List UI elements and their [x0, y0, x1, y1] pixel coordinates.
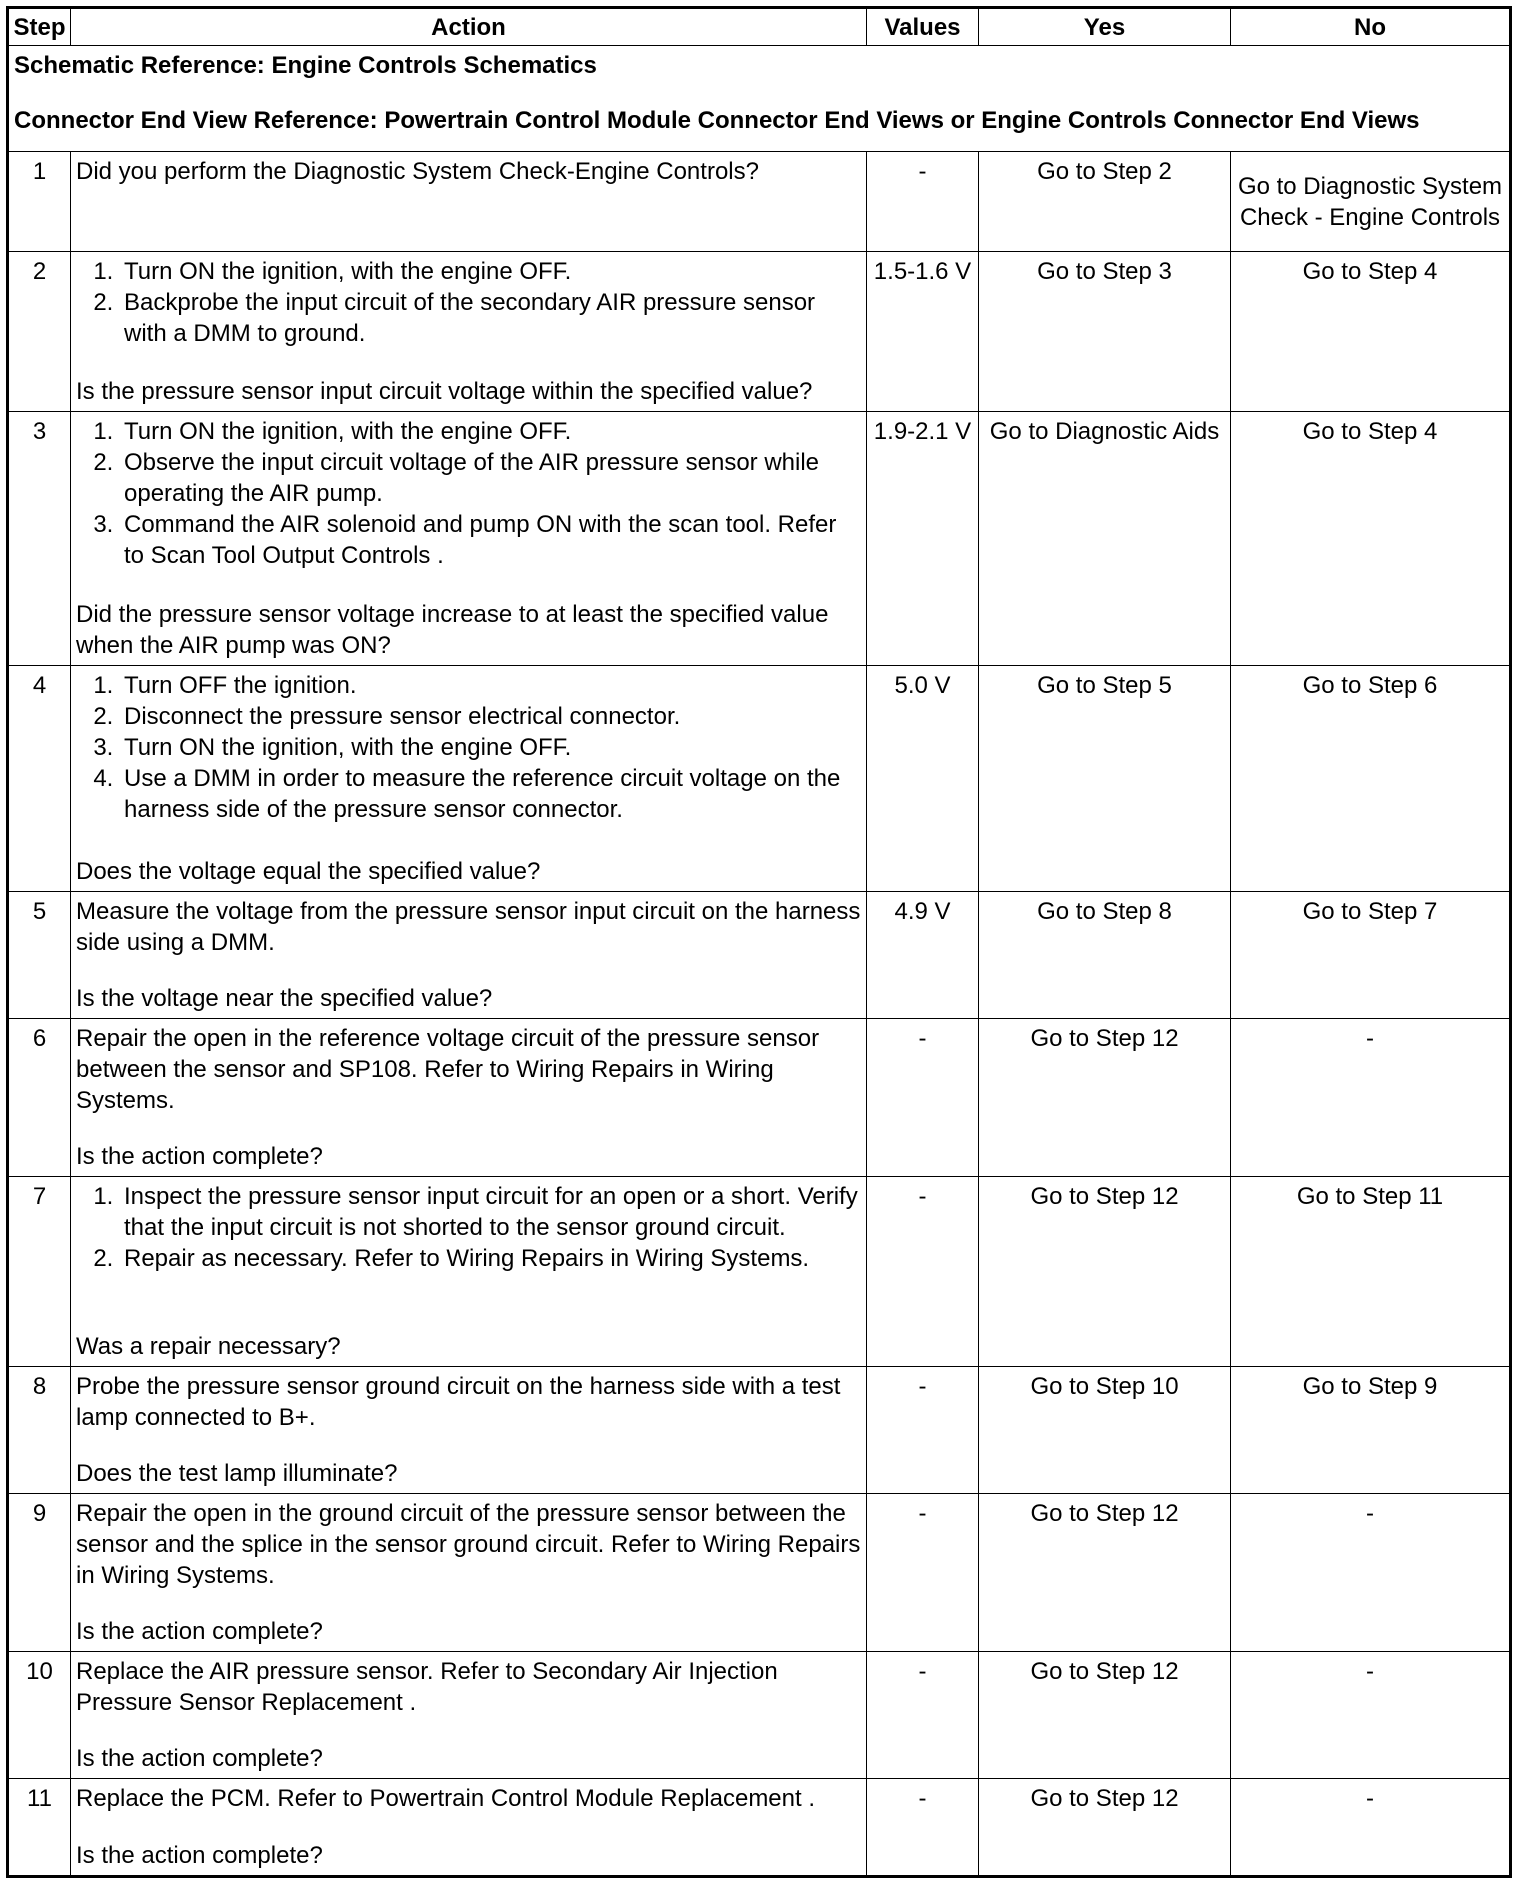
step-number: 5 [8, 892, 71, 1019]
header-values: Values [867, 8, 979, 46]
yes-outcome: Go to Step 12 [979, 1652, 1231, 1779]
yes-outcome: Go to Step 12 [979, 1177, 1231, 1367]
action-question: Does the test lamp illuminate? [76, 1460, 398, 1487]
step-number: 3 [8, 412, 71, 666]
no-outcome: - [1231, 1779, 1511, 1877]
action-steps-list [76, 416, 861, 571]
step-row [8, 152, 1511, 252]
table-header-row [8, 8, 1511, 46]
action-question: Is the action complete? [76, 1842, 323, 1869]
yes-outcome: Go to Diagnostic Aids [979, 412, 1231, 666]
step-row [8, 1652, 1511, 1779]
action-text: Replace the PCM. Refer to Powertrain Control Module Replacement . [76, 1785, 816, 1812]
spec-value: 4.9 V [867, 892, 979, 1019]
action-text: Measure the voltage from the pressure sensor input circuit on the harness side using a DMM. [76, 898, 861, 956]
yes-outcome: Go to Step 12 [979, 1779, 1231, 1877]
connector-reference: Connector End View Reference: Powertrain Control Module Connector End Views or Engine Controls Connector End Views [14, 107, 1420, 134]
action-cell [71, 152, 867, 252]
spec-value: 1.9-2.1 V [867, 412, 979, 666]
action-cell [71, 1494, 867, 1652]
reference-cell [8, 46, 1511, 152]
action-step-item: 3. Command the AIR solenoid and pump ON with the scan tool. Refer to Scan Tool Output Controls . [120, 509, 861, 571]
action-cell [71, 892, 867, 1019]
action-question: Does the voltage equal the specified value? [76, 858, 541, 885]
action-cell [71, 1367, 867, 1494]
step-row [8, 1494, 1511, 1652]
action-step-item: 1. Turn ON the ignition, with the engine OFF. [120, 416, 861, 447]
yes-outcome: Go to Step 5 [979, 666, 1231, 892]
step-number: 2 [8, 252, 71, 412]
spec-value: - [867, 1494, 979, 1652]
action-question: Did you perform the Diagnostic System Check-Engine Controls? [76, 158, 759, 185]
step-row [8, 252, 1511, 412]
step-row [8, 412, 1511, 666]
action-step-item: 1. Turn OFF the ignition. [120, 670, 861, 701]
action-cell [71, 1779, 867, 1877]
action-cell [71, 1652, 867, 1779]
no-outcome: - [1231, 1019, 1511, 1177]
no-outcome: - [1231, 1652, 1511, 1779]
step-number: 9 [8, 1494, 71, 1652]
action-steps-list [76, 1181, 861, 1274]
action-step-item: 4. Use a DMM in order to measure the reference circuit voltage on the harness side of the pressure sensor connector. [120, 763, 861, 825]
action-question: Is the action complete? [76, 1745, 323, 1772]
spec-value: - [867, 1019, 979, 1177]
reference-row [8, 46, 1511, 152]
step-number: 7 [8, 1177, 71, 1367]
step-number: 10 [8, 1652, 71, 1779]
header-action: Action [71, 8, 867, 46]
action-steps-list [76, 256, 861, 349]
action-cell [71, 252, 867, 412]
header-no: No [1231, 8, 1511, 46]
action-step-item: 2. Disconnect the pressure sensor electrical connector. [120, 701, 861, 732]
header-step: Step [8, 8, 71, 46]
yes-outcome: Go to Step 2 [979, 152, 1231, 252]
step-number: 4 [8, 666, 71, 892]
action-cell [71, 1019, 867, 1177]
spec-value: - [867, 1367, 979, 1494]
no-outcome: Go to Diagnostic System Check - Engine Controls [1231, 152, 1511, 252]
action-text: Repair the open in the reference voltage circuit of the pressure sensor between the sensor and SP108. Refer to Wiring Repairs in Wiring Systems. [76, 1025, 820, 1114]
step-row [8, 892, 1511, 1019]
action-question: Is the pressure sensor input circuit voltage within the specified value? [76, 378, 813, 405]
action-question: Was a repair necessary? [76, 1333, 341, 1360]
action-cell [71, 412, 867, 666]
step-row [8, 666, 1511, 892]
step-row [8, 1177, 1511, 1367]
step-number: 6 [8, 1019, 71, 1177]
action-cell [71, 1177, 867, 1367]
action-step-item: 2. Observe the input circuit voltage of the AIR pressure sensor while operating the AIR pump. [120, 447, 861, 509]
action-question: Is the action complete? [76, 1618, 323, 1645]
action-step-item: 2. Backprobe the input circuit of the secondary AIR pressure sensor with a DMM to ground. [120, 287, 861, 349]
action-step-item: 1. Inspect the pressure sensor input circuit for an open or a short. Verify that the input circuit is not shorted to the sensor ground circuit. [120, 1181, 861, 1243]
action-steps-list [76, 670, 861, 825]
action-question: Is the action complete? [76, 1143, 323, 1170]
yes-outcome: Go to Step 8 [979, 892, 1231, 1019]
action-text: Replace the AIR pressure sensor. Refer to Secondary Air Injection Pressure Sensor Replacement . [76, 1658, 778, 1716]
step-number: 1 [8, 152, 71, 252]
no-outcome: Go to Step 11 [1231, 1177, 1511, 1367]
step-row [8, 1367, 1511, 1494]
no-outcome: Go to Step 9 [1231, 1367, 1511, 1494]
no-outcome: - [1231, 1494, 1511, 1652]
action-text: Repair the open in the ground circuit of the pressure sensor between the sensor and the splice in the sensor ground circuit. Refer to Wiring Repairs in Wiring Systems. [76, 1500, 861, 1589]
yes-outcome: Go to Step 3 [979, 252, 1231, 412]
schematic-reference: Schematic Reference: Engine Controls Schematics [14, 52, 597, 79]
spec-value: - [867, 1779, 979, 1877]
no-outcome: Go to Step 6 [1231, 666, 1511, 892]
diagnostic-page [6, 6, 1509, 1872]
yes-outcome: Go to Step 10 [979, 1367, 1231, 1494]
action-question: Is the voltage near the specified value? [76, 985, 493, 1012]
spec-value: - [867, 1652, 979, 1779]
yes-outcome: Go to Step 12 [979, 1019, 1231, 1177]
step-number: 11 [8, 1779, 71, 1877]
yes-outcome: Go to Step 12 [979, 1494, 1231, 1652]
no-outcome: Go to Step 4 [1231, 252, 1511, 412]
action-step-item: 2. Repair as necessary. Refer to Wiring Repairs in Wiring Systems. [120, 1243, 861, 1274]
no-outcome: Go to Step 7 [1231, 892, 1511, 1019]
spec-value: - [867, 1177, 979, 1367]
step-row [8, 1779, 1511, 1877]
action-cell [71, 666, 867, 892]
step-number: 8 [8, 1367, 71, 1494]
action-step-item: 1. Turn ON the ignition, with the engine OFF. [120, 256, 861, 287]
action-question: Did the pressure sensor voltage increase to at least the specified value when the AIR pump was ON? [76, 601, 829, 659]
spec-value: 5.0 V [867, 666, 979, 892]
action-text: Probe the pressure sensor ground circuit on the harness side with a test lamp connected to B+. [76, 1373, 841, 1431]
spec-value: 1.5-1.6 V [867, 252, 979, 412]
no-outcome: Go to Step 4 [1231, 412, 1511, 666]
header-yes: Yes [979, 8, 1231, 46]
spec-value: - [867, 152, 979, 252]
action-step-item: 3. Turn ON the ignition, with the engine OFF. [120, 732, 861, 763]
diagnostic-table [6, 6, 1512, 1878]
step-row [8, 1019, 1511, 1177]
